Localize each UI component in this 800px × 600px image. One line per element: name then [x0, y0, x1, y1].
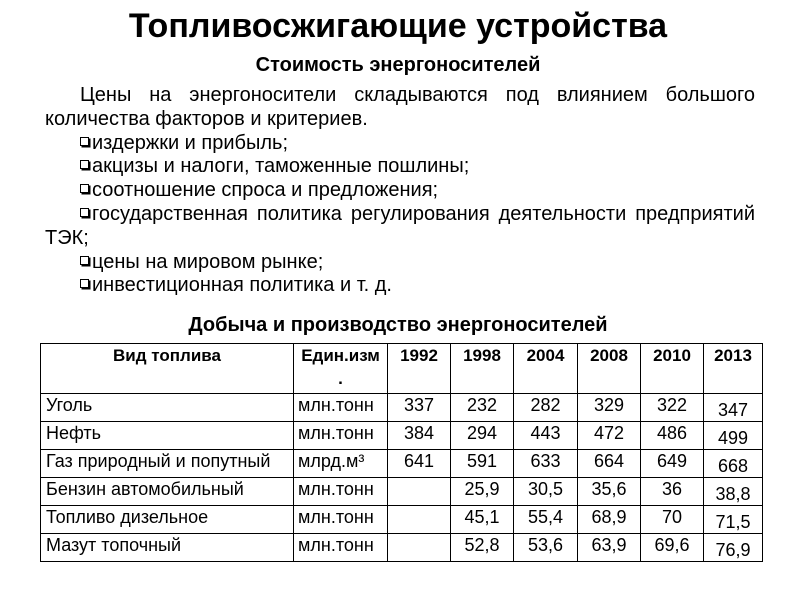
value-cell: 38,8: [704, 478, 763, 506]
checkbox-bullet-icon: [80, 208, 89, 217]
header-year: 2013: [704, 344, 763, 394]
table-row: [41, 534, 763, 562]
header-year: 1992: [388, 344, 451, 394]
checkbox-bullet-icon: [80, 279, 89, 288]
table-row: [41, 422, 763, 450]
fuel-type-cell: Мазут топочный: [41, 534, 294, 562]
factor-text: инвестиционная политика и т. д.: [92, 274, 392, 297]
header-year: 2004: [514, 344, 578, 394]
factor-text: цены на мировом рынке;: [92, 250, 324, 273]
value-cell: 63,9: [578, 534, 641, 562]
header-fuel-type: Вид топлива: [41, 344, 294, 394]
header-year: 2008: [578, 344, 641, 394]
factor-item: [45, 179, 755, 203]
slide-title: Топливосжигающие устройства: [128, 7, 668, 45]
value-cell: [388, 478, 451, 506]
value-cell: 68,9: [578, 506, 641, 534]
value-cell: 347: [704, 394, 763, 422]
header-unit-label: Един.изм.: [301, 346, 380, 388]
table-title: Добыча и производство энергоносителей: [188, 314, 608, 336]
unit-cell: млн.тонн: [294, 534, 388, 562]
value-cell: 294: [451, 422, 514, 450]
table-row: [41, 450, 763, 478]
value-cell: 52,8: [451, 534, 514, 562]
intro-paragraph: Цены на энергоносители складываются под влиянием большого количества факторов и критериев.: [45, 84, 755, 130]
factors-list: [45, 132, 755, 299]
value-cell: 641: [388, 450, 451, 478]
factor-text: издержки и прибыль;: [92, 131, 289, 154]
value-cell: 282: [514, 394, 578, 422]
checkbox-bullet-icon: [80, 137, 89, 146]
value-cell: [388, 506, 451, 534]
fuel-type-cell: Нефть: [41, 422, 294, 450]
fuel-type-cell: Топливо дизельное: [41, 506, 294, 534]
value-cell: 591: [451, 450, 514, 478]
value-cell: 384: [388, 422, 451, 450]
value-cell: 76,9: [704, 534, 763, 562]
factor-item: [45, 155, 755, 179]
unit-cell: млн.тонн: [294, 478, 388, 506]
value-cell: 664: [578, 450, 641, 478]
value-cell: 633: [514, 450, 578, 478]
factor-item: [45, 203, 755, 251]
text-block: [45, 84, 755, 298]
value-cell: 499: [704, 422, 763, 450]
fuel-type-cell: Уголь: [41, 394, 294, 422]
value-cell: 25,9: [451, 478, 514, 506]
checkbox-bullet-icon: [80, 256, 89, 265]
table-row: [41, 506, 763, 534]
value-cell: 71,5: [704, 506, 763, 534]
value-cell: 337: [388, 394, 451, 422]
value-cell: 53,6: [514, 534, 578, 562]
table-header-row: [41, 344, 763, 394]
header-year: 1998: [451, 344, 514, 394]
value-cell: 443: [514, 422, 578, 450]
header-year: 2010: [641, 344, 704, 394]
value-cell: 329: [578, 394, 641, 422]
slide-subtitle: Стоимость энергоносителей: [255, 54, 541, 76]
value-cell: 668: [704, 450, 763, 478]
value-cell: 649: [641, 450, 704, 478]
factor-text: акцизы и налоги, таможенные пошлины;: [92, 155, 470, 178]
value-cell: 30,5: [514, 478, 578, 506]
checkbox-bullet-icon: [80, 184, 89, 193]
factor-item: [45, 274, 755, 298]
value-cell: 55,4: [514, 506, 578, 534]
fuel-type-cell: Бензин автомобильный: [41, 478, 294, 506]
value-cell: 70: [641, 506, 704, 534]
value-cell: [388, 534, 451, 562]
value-cell: 35,6: [578, 478, 641, 506]
unit-cell: млн.тонн: [294, 394, 388, 422]
energy-production-table: [40, 343, 763, 562]
value-cell: 232: [451, 394, 514, 422]
factor-item: [45, 132, 755, 156]
table-row: [41, 478, 763, 506]
factor-item: [45, 251, 755, 275]
unit-cell: млрд.м³: [294, 450, 388, 478]
value-cell: 69,6: [641, 534, 704, 562]
value-cell: 322: [641, 394, 704, 422]
header-unit: [294, 344, 388, 394]
checkbox-bullet-icon: [80, 160, 89, 169]
table-row: [41, 394, 763, 422]
value-cell: 36: [641, 478, 704, 506]
value-cell: 472: [578, 422, 641, 450]
factor-text: соотношение спроса и предложения;: [92, 179, 439, 202]
value-cell: 486: [641, 422, 704, 450]
unit-cell: млн.тонн: [294, 422, 388, 450]
value-cell: 45,1: [451, 506, 514, 534]
factor-text: государственная политика регулирования деятельности предприятий ТЭК;: [45, 202, 755, 249]
unit-cell: млн.тонн: [294, 506, 388, 534]
fuel-type-cell: Газ природный и попутный: [41, 450, 294, 478]
